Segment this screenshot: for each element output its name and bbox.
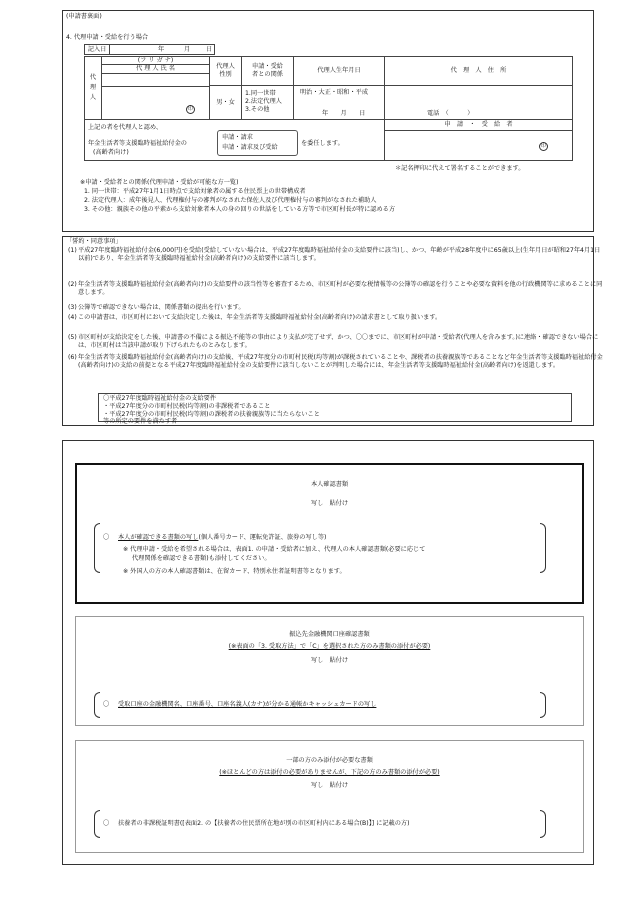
identity-bracket-left: [94, 523, 100, 573]
relation-field[interactable]: [241, 85, 294, 120]
consent-item-2: 年金生活者等支援臨時福祉給付金(高齢者向け)の支給要件の該当性等を審査するため、市区町村が必要な税情報等の公簿等の確認を行うことや必要な資料を他の行政機関等に求めることに同意します。: [78, 281, 603, 296]
entrust-suffix: を委任します。: [301, 140, 344, 147]
furigana-header: (フ リ ガ ナ): [101, 56, 210, 65]
gender-header: [209, 56, 242, 86]
applicant-seal-mark: 印: [540, 143, 546, 150]
requirement-2: ・平成27年度分の市町村民税(均等割)の課税者の扶養親族等に当たらないこと: [103, 410, 320, 418]
entrust-line1: 上記の者を代理人と認め、: [88, 124, 163, 131]
identity-line1-underlined: 本人が確認できる書類の写し: [118, 534, 199, 541]
identity-circle-marker: 〇: [103, 534, 110, 541]
date-label: 記入日: [84, 44, 110, 55]
birthdate-header: 代理人生年月日: [293, 56, 385, 86]
bank-bracket-left: [94, 692, 100, 718]
bank-circle-marker: 〇: [103, 701, 110, 708]
entrust-option-1: 申請・請求: [222, 134, 253, 141]
section4-title: 4. 代理申請・受給を行う場合: [66, 34, 149, 41]
bank-subtitle: 写し 貼付け: [310, 657, 349, 664]
relation-option-2: 2.法定代理人: [245, 97, 282, 105]
applicant-sign-field[interactable]: [384, 130, 573, 161]
identity-note2: ※ 外国人の方の本人確認書類は、在留カード、特別永住者証明書等となります。: [123, 568, 346, 575]
identity-note1b: 代理関係を確認できる書類)も添付してください。: [132, 555, 271, 562]
bank-note: (※表面の「3. 受取方法」で「C」を選択された方のみ書類の添付が必要): [228, 643, 431, 650]
relation-option-1: 1.同一世帯: [245, 90, 276, 97]
address-field[interactable]: [384, 85, 573, 120]
entrust-prefix: 年金生活者等支援臨時福祉給付金の: [88, 140, 187, 147]
signature-note: ＊記名押印に代えて署名することができます。: [395, 165, 525, 172]
consent-item-1: 平成27年度臨時福祉給付金(6,000円)を受給(受給していない場合は、平成27年度臨時福祉給付金の支給要件に該当)し、かつ、年齢が平成28年度中に65歳以上(生年月日が昭和27年4月1日以前)であり、年金生活者等支援臨時福祉給付金(高齢者向け)の支給要件に該当します。: [78, 247, 601, 262]
identity-subtitle: 写し 貼付け: [310, 500, 349, 507]
requirement-3: 等の所定の要件を満たす者: [103, 418, 178, 426]
gender-options: 男・女: [216, 98, 235, 106]
consent-num-5: (5): [68, 334, 77, 341]
entrust-sub: (高齢者向け): [93, 149, 129, 156]
relation-note-2: 2. 法定代理人：成年後見人、代理権付与の審判がなされた保佐人及び代理権付与の審判がなされた補助人: [84, 197, 377, 204]
relation-header-text: 申請・受給 者との関係: [252, 63, 283, 78]
relation-note-3: 3. その他：親族その他の平素から支給対象者本人の身の回りの世話をしている方等で市区町村長が特に認める方: [84, 206, 396, 213]
requirements-box: [98, 393, 572, 426]
birth-eras: 明治・大正・昭和・平成: [300, 89, 369, 96]
relation-option-3: 3.その他: [245, 105, 270, 113]
consent-num-4: (4): [68, 314, 77, 321]
date-year: 年: [158, 46, 165, 53]
agent-label-text: 代 理 人: [89, 74, 97, 101]
consent-item-6: 年金生活者等支援臨時福祉給付金(高齢者向け)の支給後、平成27年度分の市町村民税(均等割)が課税されていることや、課税者の扶養親族等であることなど年金生活者等支援臨時福祉給付金(高齢者向け)の支給の前提となる平成27年度臨時福祉給付金の支給要件に該当しないことが判明した場合には、年金生活者等支援臨時福祉給付金(高齢者向け)を返還します。: [78, 354, 603, 369]
birth-ymd: 年 月 日: [322, 110, 366, 117]
partial-title: 一部の方のみ添付が必要な書類: [286, 757, 373, 764]
bank-bracket-right: [540, 692, 546, 718]
partial-note: (※ほとんどの方は添付の必要がありませんが、下記の方のみ書類の添付が必要): [219, 769, 440, 776]
relation-header: [241, 56, 294, 86]
entrust-block: [84, 119, 385, 161]
agent-name-field[interactable]: [101, 86, 210, 120]
applicant-header: 申 請 ・ 受 給 者: [384, 119, 573, 131]
consent-num-2: (2): [68, 281, 77, 288]
bank-line: 受取口座の金融機関名、口座番号、口座名義人(カナ)が分かる通帳かキャッシュカードの写し: [118, 701, 377, 708]
back-side-label: (申請書裏面): [66, 13, 102, 20]
consent-num-6: (6): [68, 354, 77, 361]
partial-bracket-left: [94, 810, 100, 838]
gender-header-text: 代理人 性別: [216, 63, 235, 78]
entrust-option-2: 申請・請求及び受給: [222, 143, 278, 151]
requirement-1: ・平成27年度分の市町村民税(均等割)の非課税者であること: [103, 402, 271, 410]
date-day: 日: [206, 46, 213, 53]
phone-label: 電話 （ ）: [427, 110, 474, 117]
agent-seal-mark: 印: [187, 106, 193, 113]
date-month: 月: [184, 46, 191, 53]
agent-row-label: [84, 56, 102, 120]
consent-num-3: (3): [68, 304, 77, 311]
consent-item-3: 公簿等で確認できない場合は、関係書類の提出を行います。: [78, 304, 245, 311]
consent-item-5: 市区町村が支給決定をした後、申請書の不備による振込不能等の事由により支払が完了せず、かつ、〇〇までに、市区町村が申請・受給者(代理人を含みます。)に連絡・確認できない場合には、市区町村は当該申請が取り下げられたものとみなします。: [78, 334, 599, 349]
identity-note1a: ※ 代理申請・受給を希望される場合は、表面1. の申請・受給者に加え、代理人の本人確認書類(必要に応じて: [123, 546, 426, 553]
partial-subtitle: 写し 貼付け: [310, 782, 349, 789]
consent-title: 「誓約・同意事項」: [66, 238, 122, 245]
partial-line: 扶養者の非課税証明書([表面2. の【扶養者の住民票所在地が別の市区町村内にある場合(B)】] に記載の方): [118, 820, 410, 827]
entrust-option-box[interactable]: [217, 130, 298, 156]
identity-line1: [118, 534, 326, 542]
identity-bracket-right: [540, 523, 546, 573]
bank-title: 振込先金融機関口座確認書類: [289, 631, 370, 638]
date-field[interactable]: [109, 44, 215, 55]
relation-note-1: 1. 同一世帯：平成27年1月1日時点で支給対象者の属する住民票上の世帯構成者: [84, 188, 306, 195]
partial-circle-marker: 〇: [103, 820, 110, 827]
consent-item-4: この申請書は、市区町村において支給決定した後は、年金生活者等支援臨時福祉給付金(高齢者向け)の請求書として取り扱います。: [78, 314, 442, 321]
relation-notes-title: ※申請・受給者との関係(代理申請・受給が可能な方一覧): [80, 179, 239, 186]
partial-bracket-right: [540, 810, 546, 838]
birthdate-field[interactable]: [293, 85, 385, 120]
name-header: 代 理 人 氏 名: [101, 64, 210, 74]
address-header: 代 理 人 住 所: [384, 56, 573, 86]
identity-title: 本人確認書類: [310, 481, 349, 488]
gender-field[interactable]: [209, 85, 242, 120]
identity-line1-rest: (個人番号カード、運転免許証、旅券の写し等): [198, 534, 327, 541]
furigana-field[interactable]: [101, 73, 210, 87]
requirements-title: 〇平成27年度臨時福祉給付金の支給要件: [103, 395, 217, 402]
consent-num-1: (1): [68, 247, 77, 254]
